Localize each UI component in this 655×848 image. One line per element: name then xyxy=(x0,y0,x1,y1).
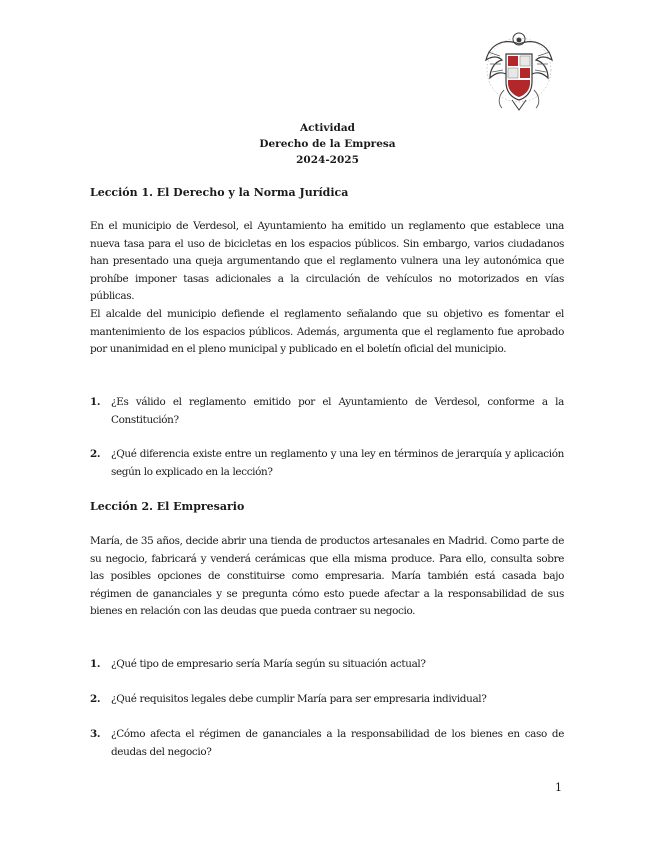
page-number: 1 xyxy=(555,781,562,794)
lesson-1-paragraph-1: En el municipio de Verdesol, el Ayuntamiento ha emitido un reglamento que establece una nueva tasa para el uso de bicicletas en los espacios públicos. Sin embargo, varios ciudadanos han presentado una queja argumentando que el reglamento vulnera una ley autonómica que prohíbe imponer tasas adicionales a la circulación de vehículos no motorizados en vías públicas. xyxy=(90,220,564,303)
question-number: 2. xyxy=(90,693,101,705)
lesson-1-question-1 xyxy=(90,394,564,429)
lesson-2-question-1 xyxy=(90,656,564,674)
lesson-1-title: Lección 1. El Derecho y la Norma Jurídica xyxy=(90,186,349,199)
question-text: ¿Qué diferencia existe entre un reglamento y una ley en términos de jerarquía y aplicación según lo explicado en la lección? xyxy=(111,448,564,478)
lesson-2-title: Lección 2. El Empresario xyxy=(90,500,245,513)
lesson-2-case xyxy=(90,533,564,621)
question-text: ¿Cómo afecta el régimen de gananciales a la responsabilidad de los bienes en caso de deudas del negocio? xyxy=(111,728,564,758)
lesson-1-paragraph-2: El alcalde del municipio defiende el reglamento señalando que su objetivo es fomentar el mantenimiento de los espacios públicos. Además, argumenta que el reglamento fue aprobado por unanimidad en el pleno municipal y publicado en el boletín oficial del municipio. xyxy=(90,307,564,356)
document-header xyxy=(0,120,655,168)
header-activity: Actividad xyxy=(300,122,355,134)
question-number: 1. xyxy=(90,658,101,670)
question-text: ¿Qué requisitos legales debe cumplir María para ser empresaria individual? xyxy=(111,693,487,705)
lesson-1-question-2 xyxy=(90,446,564,481)
university-seal-logo xyxy=(484,30,554,114)
question-text: ¿Es válido el reglamento emitido por el Ayuntamiento de Verdesol, conforme a la Constitución? xyxy=(111,396,564,426)
question-number: 3. xyxy=(90,728,101,740)
question-text: ¿Qué tipo de empresario sería María según su situación actual? xyxy=(111,658,426,670)
lesson-1-case xyxy=(90,218,564,359)
question-number: 2. xyxy=(90,448,101,460)
question-number: 1. xyxy=(90,396,101,408)
lesson-2-paragraph-1: María, de 35 años, decide abrir una tienda de productos artesanales en Madrid. Como parte de su negocio, fabricará y venderá cerámicas que ella misma produce. Para ello, consulta sobre las posibles opciones de constituirse como empresaria. María también está casada bajo régimen de gananciales y se pregunta cómo esto puede afectar a la responsabilidad de sus bienes en relación con las deudas que pueda contraer su negocio. xyxy=(90,535,564,618)
lesson-2-question-2 xyxy=(90,691,564,709)
lesson-2-question-3 xyxy=(90,726,564,761)
header-year: 2024-2025 xyxy=(296,154,359,166)
header-subject: Derecho de la Empresa xyxy=(259,138,396,150)
